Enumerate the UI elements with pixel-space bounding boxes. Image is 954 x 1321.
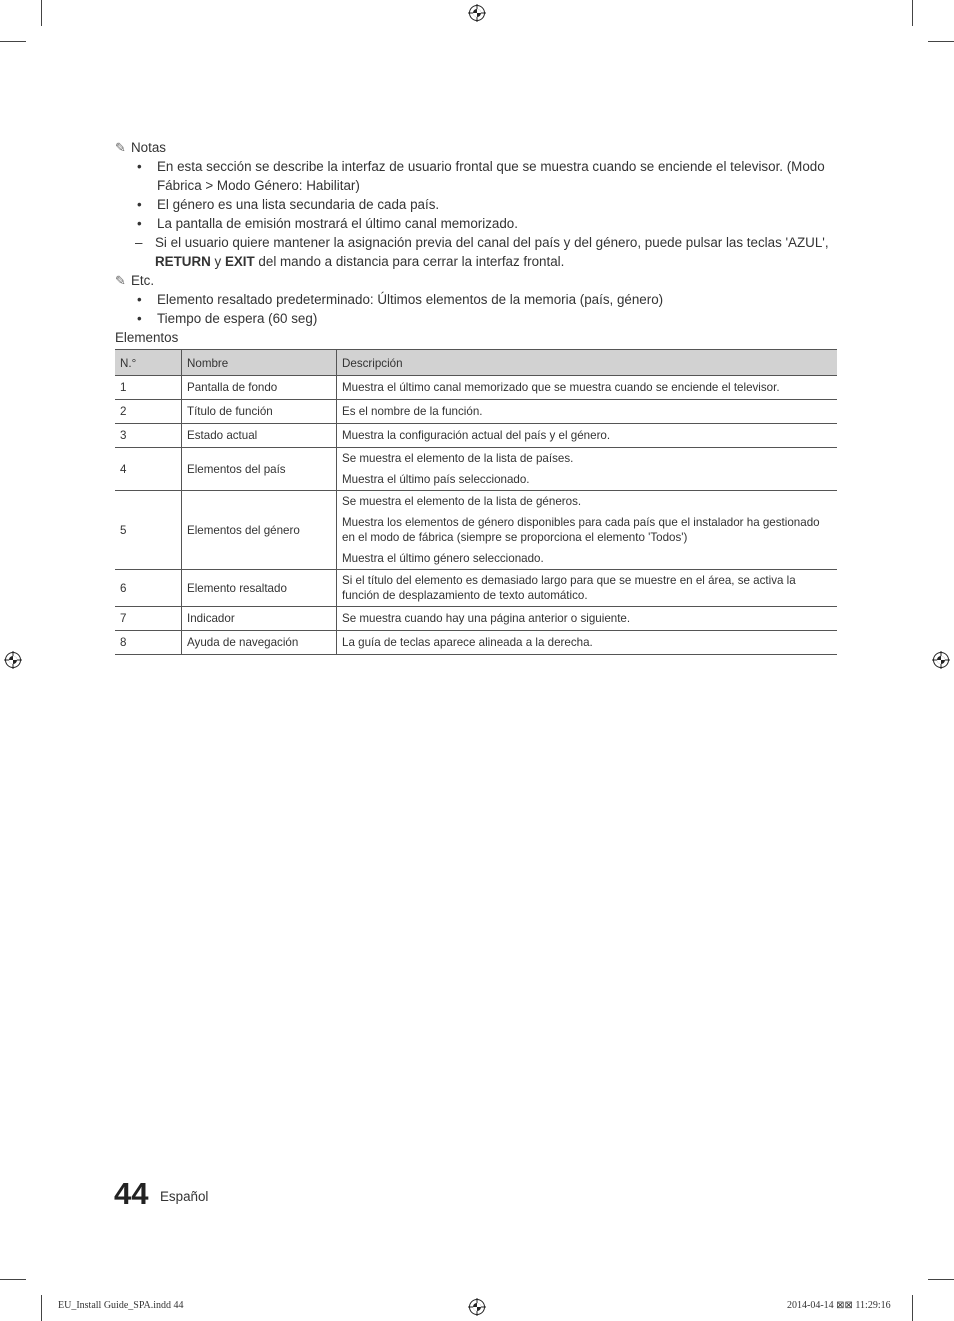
cell-description (337, 424, 838, 448)
registration-mark-icon (932, 651, 950, 669)
etc-heading (115, 271, 837, 290)
table-row (115, 448, 837, 491)
dash-text-end: del mando a distancia para cerrar la interfaz frontal. (254, 254, 565, 269)
footer-file-name: EU_Install Guide_SPA.indd 44 (58, 1300, 184, 1311)
table-header-row (115, 350, 837, 376)
crop-mark (928, 41, 954, 42)
crop-mark (0, 41, 26, 42)
cell-description (337, 491, 838, 570)
list-item: • En esta sección se describe la interfaz de usuario frontal que se muestra cuando se enciende el televisor. (Modo Fábrica > Modo Género: Habilitar) (115, 157, 837, 195)
cell-description (337, 570, 838, 607)
cell-name: Estado actual (182, 424, 337, 448)
cell-name: Elementos del país (182, 448, 337, 491)
description-line: Si el título del elemento es demasiado largo para que se muestre en el área, se activa la función de desplazamiento de texto automático. (342, 574, 796, 602)
cell-number: 4 (115, 448, 182, 491)
list-item: • El género es una lista secundaria de cada país. (115, 195, 837, 214)
description-line: Es el nombre de la función. (342, 405, 483, 418)
registration-mark-icon (468, 4, 486, 22)
cell-number: 3 (115, 424, 182, 448)
cell-number: 7 (115, 607, 182, 631)
notes-bullet-list (115, 157, 837, 233)
description-line: Muestra la configuración actual del país y el género. (342, 429, 611, 442)
cell-description (337, 400, 838, 424)
cell-number: 6 (115, 570, 182, 607)
description-line: Se muestra cuando hay una página anterior o siguiente. (342, 612, 631, 625)
notes-section (115, 138, 837, 347)
crop-mark (928, 1279, 954, 1280)
cell-description (337, 607, 838, 631)
registration-mark-icon (468, 1298, 486, 1316)
cell-number: 5 (115, 491, 182, 570)
cell-number: 2 (115, 400, 182, 424)
column-header-description: Descripción (337, 350, 838, 376)
dash-note (115, 233, 837, 271)
crop-mark (912, 0, 913, 26)
description-line: Muestra el último género seleccionado. (342, 552, 544, 565)
etc-heading-text: Etc. (131, 273, 155, 288)
page-number: 44 (114, 1176, 149, 1211)
elements-table (115, 349, 837, 655)
list-item: • La pantalla de emisión mostrará el último canal memorizado. (115, 214, 837, 233)
description-line: Se muestra el elemento de la lista de géneros. (342, 495, 582, 508)
column-header-number: N.° (115, 350, 182, 376)
crop-mark (912, 1295, 913, 1321)
list-item: • Tiempo de espera (60 seg) (115, 309, 837, 328)
crop-mark (0, 1279, 26, 1280)
cell-name: Elemento resaltado (182, 570, 337, 607)
cell-description (337, 376, 838, 400)
registration-mark-icon (4, 651, 22, 669)
cell-description (337, 631, 838, 655)
etc-bullet-list (115, 290, 837, 328)
description-line: Se muestra el elemento de la lista de países. (342, 452, 574, 465)
table-row (115, 491, 837, 570)
table-row (115, 424, 837, 448)
table-body (115, 376, 837, 655)
return-key-label: RETURN (155, 254, 211, 269)
cell-name: Título de función (182, 400, 337, 424)
notes-heading-text: Notas (131, 140, 166, 155)
notes-heading (115, 138, 837, 157)
list-item: • Elemento resaltado predeterminado: Últimos elementos de la memoria (país, género) (115, 290, 837, 309)
elements-label: Elementos (115, 330, 179, 345)
cell-name: Indicador (182, 607, 337, 631)
description-line: Muestra el último país seleccionado. (342, 473, 530, 486)
crop-mark (41, 1295, 42, 1321)
table-row (115, 607, 837, 631)
cell-name: Pantalla de fondo (182, 376, 337, 400)
table-row (115, 400, 837, 424)
page-language: Español (160, 1189, 209, 1204)
description-line: La guía de teclas aparece alineada a la derecha. (342, 636, 593, 649)
dash-text-start: Si el usuario quiere mantener la asignación previa del canal del país y del género, puede pulsar las teclas 'AZUL', (155, 235, 829, 250)
cell-number: 1 (115, 376, 182, 400)
cell-name: Elementos del género (182, 491, 337, 570)
column-header-name: Nombre (182, 350, 337, 376)
footer-date: 2014-04-14 ⊠⊠ 11:29:16 (787, 1300, 891, 1311)
crop-mark (41, 0, 42, 26)
description-line: Muestra el último canal memorizado que se muestra cuando se enciende el televisor. (342, 381, 780, 394)
cell-name: Ayuda de navegación (182, 631, 337, 655)
cell-description (337, 448, 838, 491)
table-row (115, 376, 837, 400)
pencil-icon: ✎ (115, 273, 126, 288)
description-line: Muestra los elementos de género disponibles para cada país que el instalador ha gestionado en el modo de fábrica (siempre se proporciona el elemento 'Todos') (342, 516, 820, 544)
pencil-icon: ✎ (115, 140, 126, 155)
table-row (115, 631, 837, 655)
exit-key-label: EXIT (224, 254, 255, 269)
cell-number: 8 (115, 631, 182, 655)
dash-mark: – (135, 235, 143, 250)
table-row (115, 570, 837, 607)
dash-text-y: y (210, 254, 225, 269)
